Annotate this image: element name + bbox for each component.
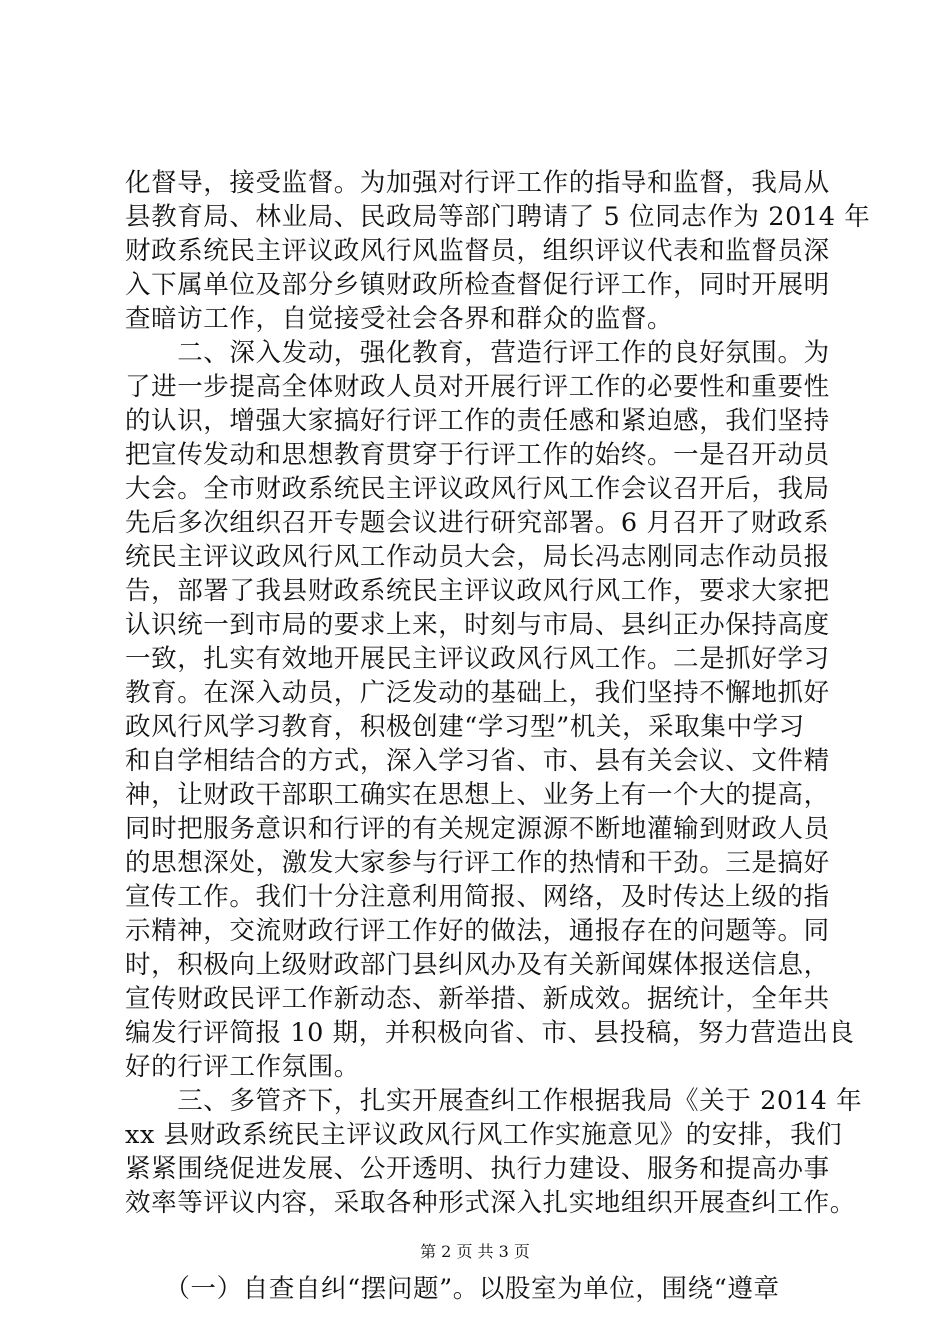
text-line: 紧紧围绕促进发展、公开透明、执行力建设、服务和提高办事 (125, 1154, 830, 1184)
text-line: 财政系统民主评议政风行风监督员，组织评议代表和监督员深 (125, 236, 830, 266)
page-number-label: 第 2 页 共 3 页 (420, 1242, 530, 1261)
text-line: 认识统一到市局的要求上来，时刻与市局、县纠正办保持高度 (125, 610, 830, 640)
text-line: 查暗访工作，自觉接受社会各界和群众的监督。 (125, 304, 674, 334)
text-line: 示精神，交流财政行评工作好的做法，通报存在的问题等。同 (125, 916, 830, 946)
text-line: xx 县财政系统民主评议政风行风工作实施意见》的安排，我们 (125, 1120, 843, 1150)
text-line: 好的行评工作氛围。 (125, 1052, 360, 1082)
page-footer (0, 1242, 950, 1262)
text-line: 同时把服务意识和行评的有关规定源源不断地灌输到财政人员 (125, 814, 830, 844)
text-line: 大会。全市财政系统民主评议政风行风工作会议召开后，我局 (125, 474, 830, 504)
text-line: 先后多次组织召开专题会议进行研究部署。6 月召开了财政系 (125, 508, 830, 538)
text-line: 神，让财政干部职工确实在思想上、业务上有一个大的提高， (125, 780, 830, 810)
section-heading-line: 三、多管齐下，扎实开展查纠工作根据我局《关于 2014 年 (125, 1086, 863, 1116)
section-heading-line: 二、深入发动，强化教育，营造行评工作的良好氛围。为 (125, 338, 830, 368)
text-line: 的思想深处，激发大家参与行评工作的热情和干劲。三是搞好 (125, 848, 830, 878)
text-line: 时，积极向上级财政部门县纠风办及有关新闻媒体报送信息， (125, 950, 830, 980)
text-line: 编发行评简报 10 期，并积极向省、市、县投稿，努力营造出良 (125, 1018, 855, 1048)
text-line: 化督导，接受监督。为加强对行评工作的指导和监督，我局从 (125, 168, 830, 198)
text-line: 效率等评议内容，采取各种形式深入扎实地组织开展查纠工作。 (125, 1188, 856, 1218)
text-line: 宣传财政民评工作新动态、新举措、新成效。据统计，全年共 (125, 984, 830, 1014)
text-line: 的认识，增强大家搞好行评工作的责任感和紧迫感，我们坚持 (125, 406, 830, 436)
text-line: 县教育局、林业局、民政局等部门聘请了 5 位同志作为 2014 年 (125, 202, 871, 232)
text-line: 教育。在深入动员，广泛发动的基础上，我们坚持不懈地抓好 (125, 678, 830, 708)
text-line: 和自学相结合的方式，深入学习省、市、县有关会议、文件精 (125, 746, 830, 776)
text-line: 了进一步提高全体财政人员对开展行评工作的必要性和重要性 (125, 372, 830, 402)
text-line: 一致，扎实有效地开展民主评议政风行风工作。二是抓好学习 (125, 644, 830, 674)
text-line: 告，部署了我县财政系统民主评议政风行风工作，要求大家把 (125, 576, 830, 606)
text-line: 政风行风学习教育，积极创建“学习型”机关，采取集中学习 (125, 712, 805, 742)
subsection-heading-line: （一）自查自纠“摆问题”。以股室为单位，围绕“遵章 (125, 1274, 780, 1304)
text-line: 统民主评议政风行风工作动员大会，局长冯志刚同志作动员报 (125, 542, 830, 572)
text-line: 把宣传发动和思想教育贯穿于行评工作的始终。一是召开动员 (125, 440, 830, 470)
document-body (125, 166, 871, 1306)
text-line: 入下属单位及部分乡镇财政所检查督促行评工作，同时开展明 (125, 270, 830, 300)
text-line: 宣传工作。我们十分注意利用简报、网络，及时传达上级的指 (125, 882, 830, 912)
